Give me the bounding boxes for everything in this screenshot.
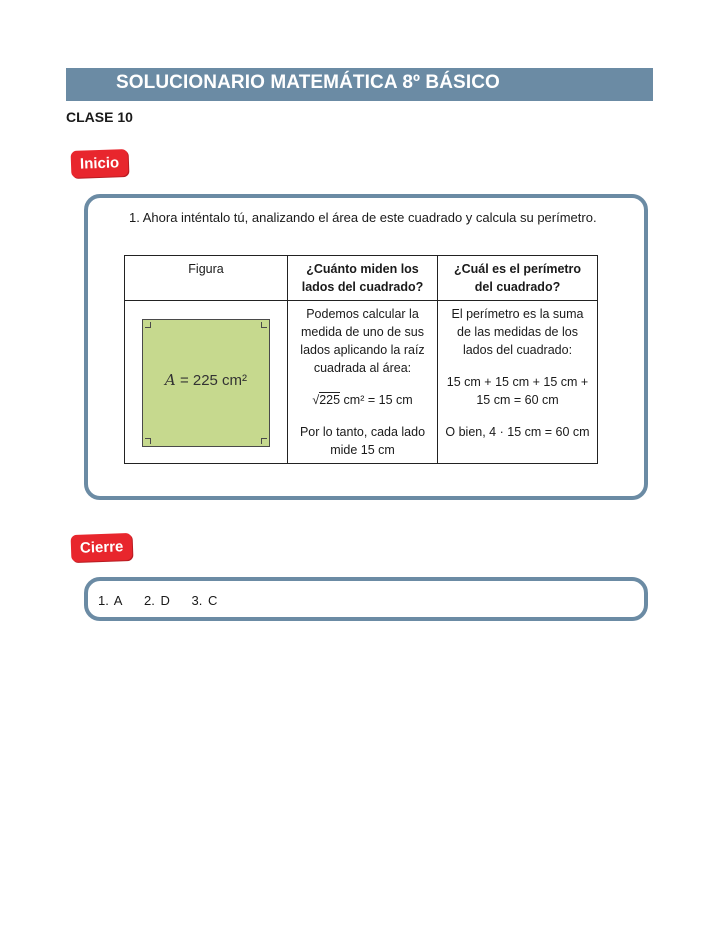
area-value: = 225 cm² (179, 372, 248, 389)
sqrt-expression (294, 391, 431, 409)
sides-explanation: Podemos calcular la medida de uno de sus lados aplicando la raíz cuadrada al área: (300, 307, 425, 375)
right-angle-mark (261, 438, 267, 444)
answer-item: 1. A (98, 593, 123, 608)
perimeter-cell (438, 301, 598, 464)
sqrt-result: cm² = 15 cm (343, 393, 413, 407)
area-variable: A (164, 371, 176, 389)
sides-conclusion: Por lo tanto, cada lado mide 15 cm (299, 425, 426, 457)
sides-cell (288, 301, 438, 464)
page-title: SOLUCIONARIO MATEMÁTICA 8º BÁSICO (116, 72, 500, 93)
cierre-tag: Cierre (71, 533, 133, 562)
perimeter-product: O bien, 4 · 15 cm = 60 cm (445, 425, 590, 439)
right-angle-mark (145, 322, 151, 328)
figure-cell (125, 301, 288, 464)
table-header-row (125, 256, 598, 301)
header-perimetro: ¿Cuál es el perímetro del cuadrado? (438, 256, 598, 301)
header-bar (66, 68, 653, 101)
perimeter-sum: 15 cm + 15 cm + 15 cm + 15 cm = 60 cm (446, 375, 589, 407)
answer-item: 3. C (191, 593, 218, 608)
header-figura: Figura (125, 256, 288, 301)
sqrt-symbol: √ (312, 393, 320, 407)
right-angle-mark (261, 322, 267, 328)
header-lados: ¿Cuánto miden los lados del cuadrado? (288, 256, 438, 301)
solution-table (124, 255, 598, 464)
answers-line (98, 593, 233, 608)
sqrt-radicand: 225 (319, 393, 341, 407)
table-row (125, 301, 598, 464)
green-square-figure (142, 319, 270, 447)
lesson-label: CLASE 10 (66, 109, 133, 125)
perimeter-explanation: El perímetro es la suma de las medidas de los lados del cuadrado: (451, 307, 584, 357)
inicio-tag: Inicio (71, 149, 129, 178)
answer-item: 2. D (144, 593, 170, 608)
right-angle-mark (145, 438, 151, 444)
question-text: 1. Ahora inténtalo tú, analizando el área de este cuadrado y calcula su perímetro. (129, 210, 597, 225)
area-label (143, 371, 269, 390)
